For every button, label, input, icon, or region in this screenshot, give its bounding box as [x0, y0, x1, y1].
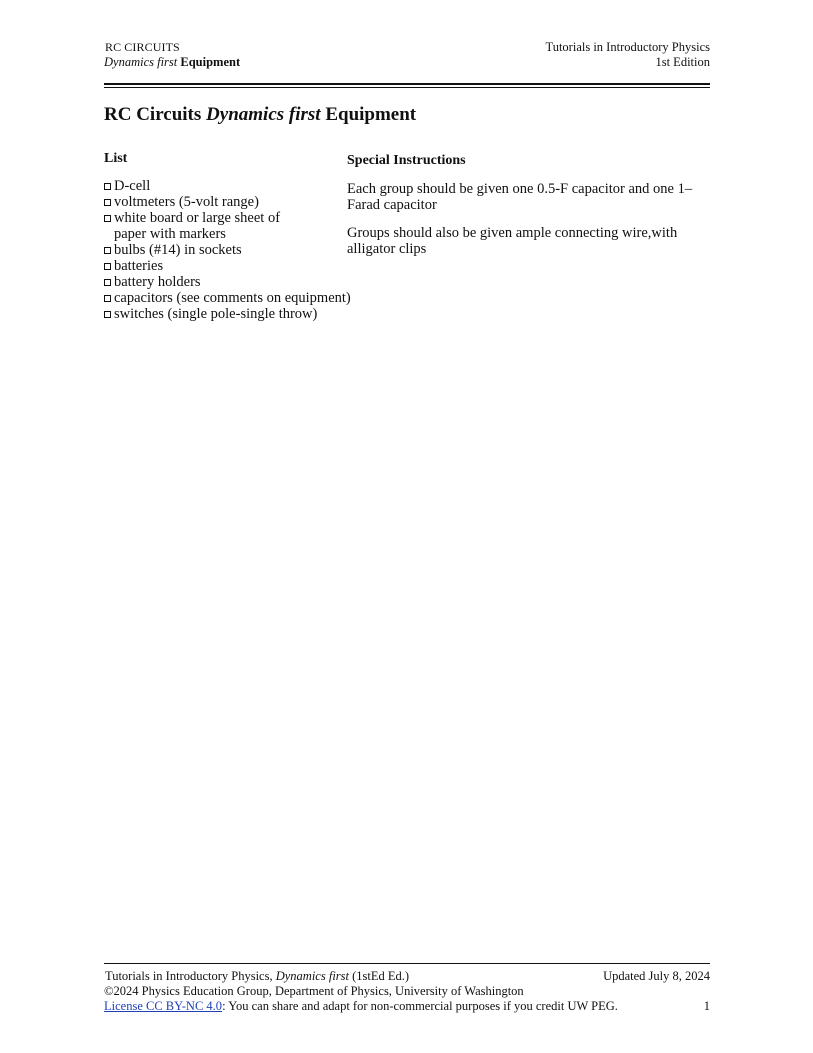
list-item: [104, 242, 364, 258]
list-item-label: batteries: [114, 258, 164, 274]
footer-updated-date: Updated July 8, 2024: [603, 969, 710, 983]
checkbox-icon: [104, 295, 111, 302]
list-item: [104, 306, 364, 322]
header-edition: 1st Edition: [655, 55, 710, 69]
page-title: [104, 104, 416, 126]
footer-license-text: : You can share and adapt for non-commercial purposes if you credit UW PEG.: [222, 999, 618, 1013]
header-divider-thick: [104, 83, 710, 85]
checkbox-icon: [104, 263, 111, 270]
page-title-part1: RC Circuits: [104, 104, 202, 125]
header-book-title: Tutorials in Introductory Physics: [545, 40, 710, 54]
list-item-label: white board or large sheet of: [114, 210, 281, 226]
page-number: 1: [703, 999, 710, 1013]
footer-book-title: Tutorials in Introductory Physics,: [105, 969, 273, 983]
special-instruction-paragraph: Groups should also be given ample connecting wire,with alligator clips: [347, 225, 678, 257]
header-subtitle: [104, 55, 240, 70]
list-item-label-continued: paper with markers: [114, 226, 226, 242]
list-item: [104, 210, 364, 242]
list-item-label: D-cell: [114, 178, 151, 194]
list-item-label: voltmeters (5-volt range): [114, 194, 259, 210]
list-item: [104, 274, 364, 290]
list-item: [104, 178, 364, 194]
list-item: [104, 194, 364, 210]
checkbox-icon: [104, 279, 111, 286]
header-section-name: RC CIRCUITS: [105, 40, 180, 54]
list-item-label: switches (single pole-single throw): [114, 306, 318, 322]
footer-divider: [104, 963, 710, 964]
checkbox-icon: [104, 183, 111, 190]
equipment-list: [104, 178, 364, 322]
special-instruction-paragraph: Each group should be given one 0.5-F capacitor and one 1–Farad capacitor: [347, 181, 693, 213]
footer-book-credit: [105, 969, 409, 984]
list-item: [104, 258, 364, 274]
special-instructions-heading: Special Instructions: [347, 153, 466, 168]
footer-license: [104, 999, 618, 1014]
header-subtitle-bold: Equipment: [180, 55, 241, 69]
list-item: [104, 290, 364, 306]
page-title-part3: Equipment: [325, 104, 417, 125]
checkbox-icon: [104, 247, 111, 254]
list-item-label: battery holders: [114, 274, 201, 290]
header-divider-thin: [104, 87, 710, 88]
checkbox-icon: [104, 311, 111, 318]
footer-book-edition: (1stEd Ed.): [352, 969, 410, 983]
footer-copyright: ©2024 Physics Education Group, Department of Physics, University of Washington: [104, 984, 524, 998]
license-link[interactable]: License CC BY-NC 4.0: [104, 999, 223, 1013]
list-item-label: capacitors (see comments on equipment): [114, 290, 351, 306]
checkbox-icon: [104, 215, 111, 222]
list-heading: List: [104, 151, 128, 166]
page-title-italic: Dynamics first: [206, 104, 321, 125]
header-subtitle-italic: Dynamics first: [104, 55, 178, 69]
list-item-label: bulbs (#14) in sockets: [114, 242, 242, 258]
footer-book-italic: Dynamics first: [275, 969, 349, 983]
checkbox-icon: [104, 199, 111, 206]
